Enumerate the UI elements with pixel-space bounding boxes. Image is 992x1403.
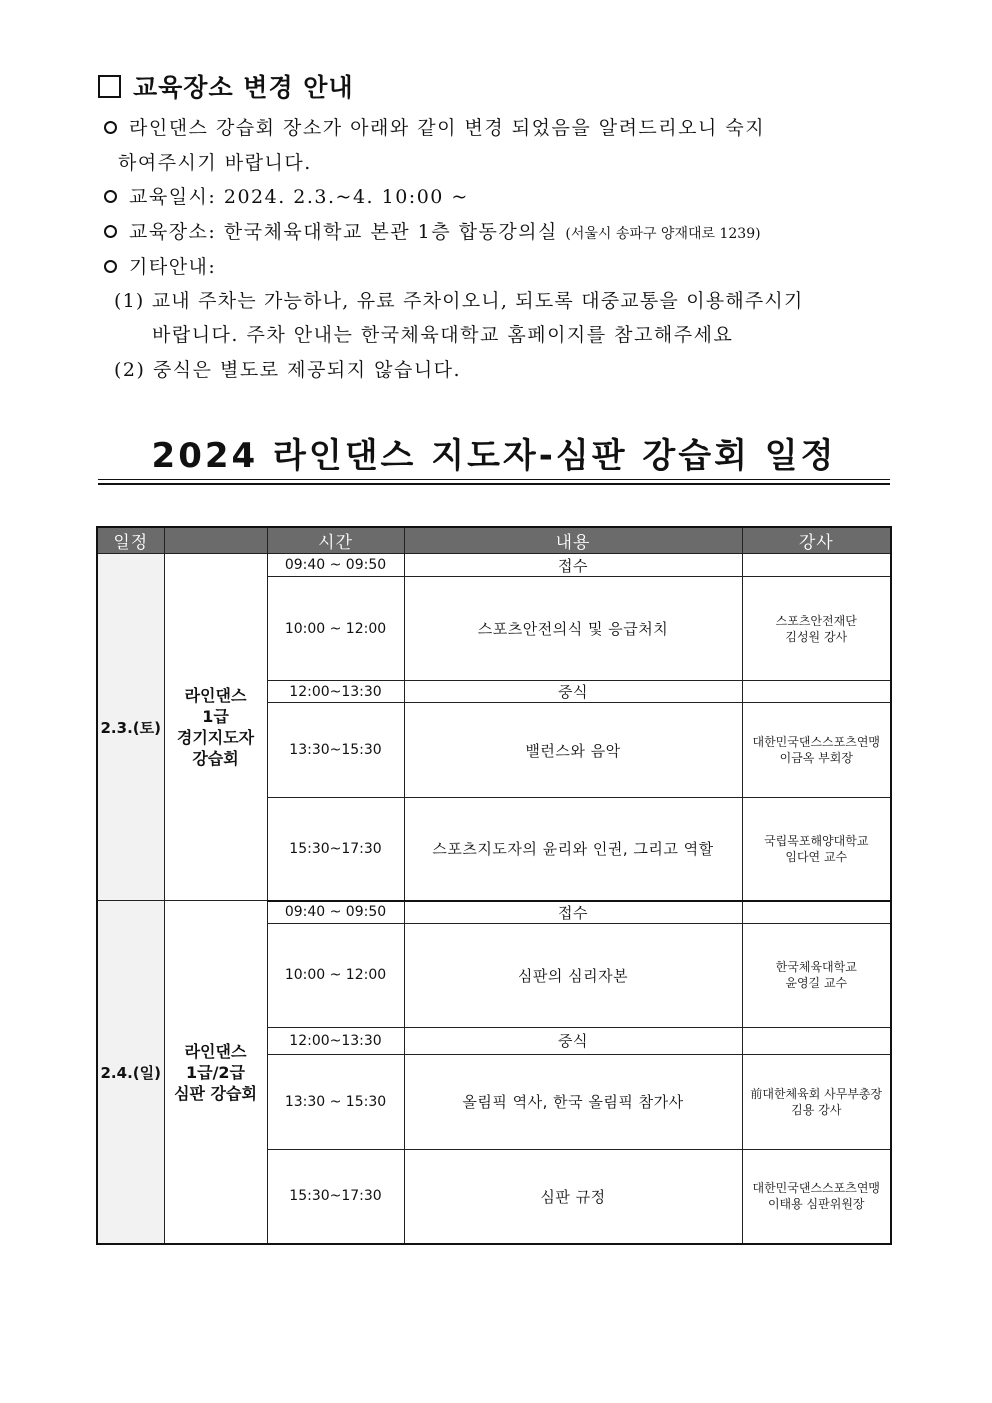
circle-bullet-icon	[104, 121, 117, 134]
table-row	[97, 901, 891, 924]
lecturer-cell	[742, 1149, 891, 1244]
circle-bullet-icon	[104, 225, 117, 238]
content-cell: 스포츠지도자의 윤리와 인권, 그리고 역할	[404, 798, 742, 901]
notice-etc-line	[104, 252, 216, 279]
lecturer-org: 한국체육대학교	[775, 960, 857, 974]
notice-text: (2) 중식은 별도로 제공되지 않습니다.	[114, 359, 462, 381]
course-cell	[164, 554, 267, 901]
notice-text: (1) 교내 주차는 가능하나, 유료 주차이오니, 되도록 대중교통을 이용해주시기	[114, 290, 804, 312]
notice-etc-label: 기타안내:	[129, 256, 217, 278]
circle-bullet-icon	[104, 260, 117, 273]
notice-line-1	[104, 113, 765, 140]
notice-date: 교육일시: 2024. 2.3.~4. 10:00 ~	[129, 186, 469, 208]
lecturer-org: 스포츠안전재단	[775, 613, 857, 628]
content-cell: 접수	[404, 901, 742, 924]
time-cell: 13:30 ~ 15:30	[267, 1054, 404, 1149]
notice-title	[98, 68, 354, 104]
notice-etc-1-cont	[152, 320, 733, 347]
time-cell: 09:40 ~ 09:50	[267, 901, 404, 924]
course-line: 1급	[202, 707, 229, 726]
course-cell	[164, 901, 267, 1245]
content-cell: 올림픽 역사, 한국 올림픽 참가사	[404, 1054, 742, 1149]
lecturer-cell	[742, 798, 891, 901]
time-cell: 12:00~13:30	[267, 1027, 404, 1054]
time-cell: 09:40 ~ 09:50	[267, 554, 404, 577]
time-cell: 12:00~13:30	[267, 681, 404, 703]
lecturer-cell	[742, 554, 891, 577]
notice-place-address: (서울시 송파구 양재대로 1239)	[565, 226, 761, 242]
lecturer-name: 이태용 심판위원장	[767, 1197, 865, 1212]
course-line: 라인댄스	[184, 1041, 247, 1061]
lecturer-name: 윤영길 교수	[785, 976, 848, 990]
checkbox-square-icon	[98, 75, 121, 98]
lecturer-name: 김성원 강사	[785, 629, 848, 644]
table-header-row	[97, 527, 891, 554]
lecturer-name: 이금옥 부회장	[779, 751, 853, 765]
date-cell: 2.3.(토)	[97, 554, 164, 901]
course-line: 라인댄스	[184, 686, 247, 705]
notice-etc-2	[114, 355, 461, 382]
content-cell: 심판 규정	[404, 1149, 742, 1244]
course-line: 경기지도자	[176, 728, 255, 747]
content-cell: 스포츠안전의식 및 응급처치	[404, 577, 742, 681]
notice-line-1-cont	[118, 148, 312, 175]
content-cell: 접수	[404, 554, 742, 577]
time-cell: 10:00 ~ 12:00	[267, 923, 404, 1027]
lecturer-cell	[742, 577, 891, 681]
time-cell: 10:00 ~ 12:00	[267, 577, 404, 681]
lecturer-cell	[742, 681, 891, 703]
lecturer-org: 대한민국댄스스포츠연맹	[752, 735, 880, 749]
lecturer-name: 김용 강사	[791, 1102, 842, 1117]
lecturer-cell	[742, 1027, 891, 1054]
notice-etc-1	[114, 286, 804, 313]
lecturer-name: 임다연 교수	[785, 849, 848, 864]
title-divider	[98, 479, 890, 485]
notice-title-text: 교육장소 변경 안내	[133, 73, 354, 102]
lecturer-org: 대한민국댄스스포츠연맹	[752, 1181, 880, 1196]
notice-text: 바랍니다. 주차 안내는 한국체육대학교 홈페이지를 참고해주세요	[152, 324, 734, 346]
time-cell: 15:30~17:30	[267, 798, 404, 901]
lecturer-org: 국립목포해양대학교	[764, 833, 869, 848]
content-cell: 중식	[404, 681, 742, 703]
notice-date-line	[104, 182, 469, 209]
notice-place-line	[104, 217, 761, 244]
content-cell: 심판의 심리자본	[404, 923, 742, 1027]
schedule-title: 2024 라인댄스 지도자-심판 강습회 일정	[151, 436, 837, 476]
lecturer-cell	[742, 923, 891, 1027]
notice-text: 라인댄스 강습회 장소가 아래와 같이 변경 되었음을 알려드리오니 숙지	[129, 117, 766, 139]
date-cell: 2.4.(일)	[97, 901, 164, 1245]
course-line: 심판 강습회	[174, 1083, 257, 1103]
header-course	[164, 527, 267, 554]
course-line: 1급/2급	[185, 1062, 246, 1082]
lecturer-cell	[742, 703, 891, 798]
circle-bullet-icon	[104, 190, 117, 203]
lecturer-org: 前대한체육회 사무부총장	[750, 1086, 883, 1101]
time-cell: 15:30~17:30	[267, 1149, 404, 1244]
schedule-table	[96, 526, 892, 1245]
time-cell: 13:30~15:30	[267, 703, 404, 798]
header-date: 일정	[97, 527, 164, 554]
content-cell: 중식	[404, 1027, 742, 1054]
course-line: 강습회	[192, 749, 239, 768]
notice-place: 교육장소: 한국체육대학교 본관 1층 합동강의실	[129, 221, 558, 243]
header-content: 내용	[404, 527, 742, 554]
lecturer-cell	[742, 901, 891, 924]
notice-text: 하여주시기 바랍니다.	[118, 152, 312, 174]
table-row	[97, 554, 891, 577]
lecturer-cell	[742, 1054, 891, 1149]
content-cell: 밸런스와 음악	[404, 703, 742, 798]
header-lecturer: 강사	[742, 527, 891, 554]
header-time: 시간	[267, 527, 404, 554]
